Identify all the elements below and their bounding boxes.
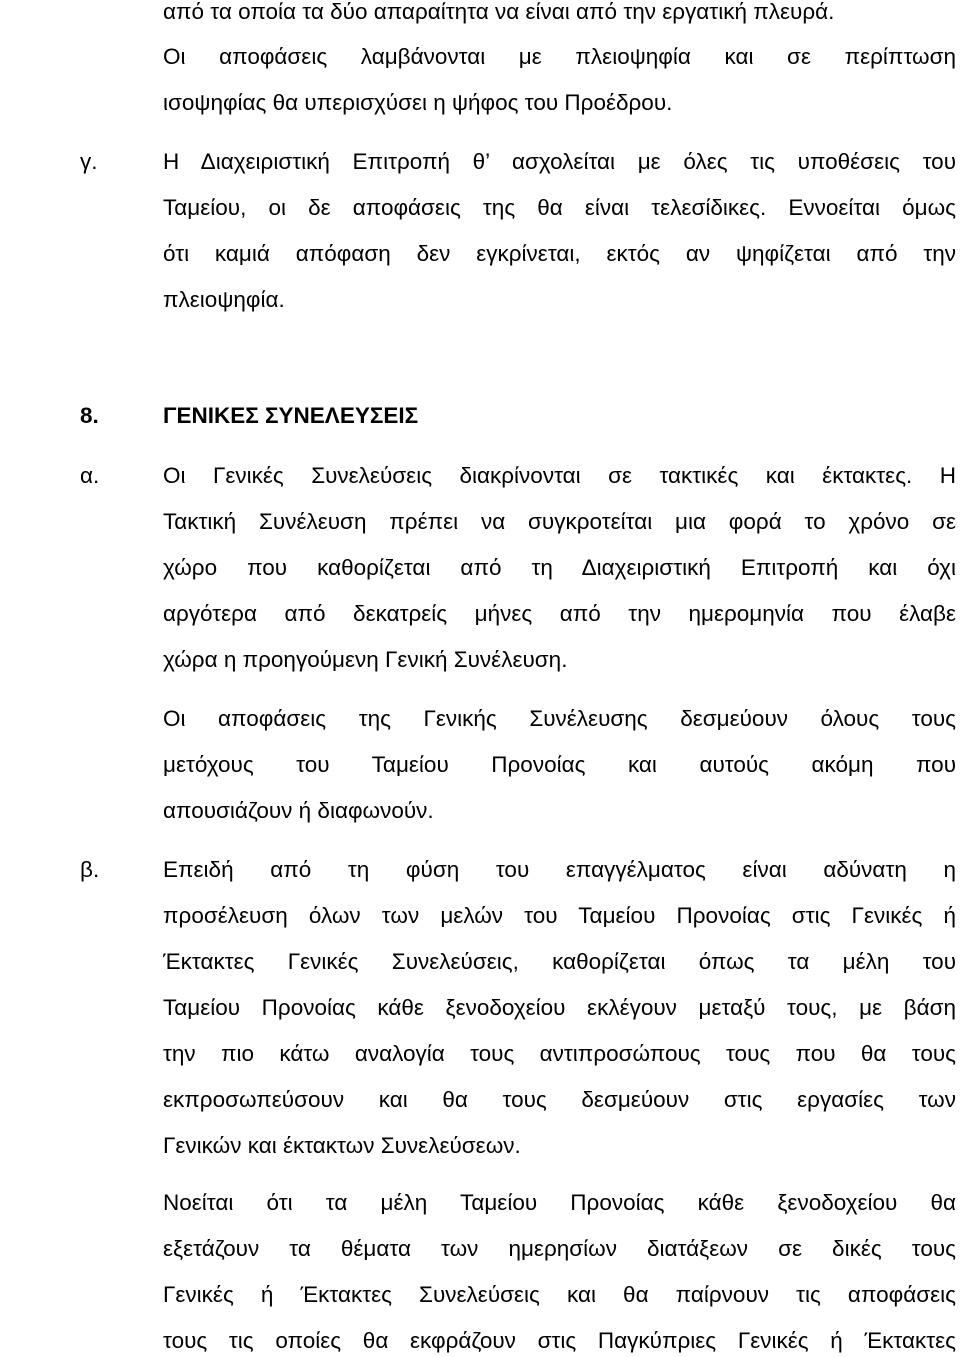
- text-line: Οι Γενικές Συνελεύσεις διακρίνονται σε τακτικές και έκτακτες. Η: [163, 463, 956, 488]
- text-line: χώρο που καθορίζεται από τη Διαχειριστική Επιτροπή και όχι: [163, 555, 956, 580]
- text-line: Ταμείου Προνοίας κάθε ξενοδοχείου εκλέγουν μεταξύ τους, με βάση: [163, 995, 956, 1020]
- text-line: Ταμείου, οι δε αποφάσεις της θα είναι τελεσίδικες. Εννοείται όμως: [163, 195, 956, 220]
- text-line: την πιο κάτω αναλογία τους αντιπροσώπους τους που θα τους: [163, 1041, 956, 1066]
- text-line: Έκτακτες Γενικές Συνελεύσεις, καθορίζεται όπως τα μέλη του: [163, 949, 956, 974]
- text-line: απουσιάζουν ή διαφωνούν.: [163, 798, 434, 823]
- text-line: πλειοψηφία.: [163, 287, 285, 312]
- text-line: Νοείται ότι τα μέλη Ταμείου Προνοίας κάθε ξενοδοχείου θα: [163, 1190, 956, 1215]
- text-line: χώρα η προηγούμενη Γενική Συνέλευση.: [163, 647, 568, 672]
- list-item-label: γ.: [80, 149, 98, 174]
- text-line: ισοψηφίας θα υπερισχύσει η ψήφος του Προέδρου.: [163, 90, 673, 115]
- text-line: Οι αποφάσεις της Γενικής Συνέλευσης δεσμεύουν όλους τους: [163, 706, 956, 731]
- text-line: αργότερα από δεκατρείς μήνες από την ημερομηνία που έλαβε: [163, 601, 956, 626]
- text-line: τους τις οποίες θα εκφράζουν στις Παγκύπριες Γενικές ή Έκτακτες: [163, 1328, 956, 1353]
- section-title: ΓΕΝΙΚΕΣ ΣΥΝΕΛΕΥΣΕΙΣ: [163, 403, 419, 428]
- text-line: από τα οποία τα δύο απαραίτητα να είναι από την εργατική πλευρά.: [163, 0, 835, 24]
- list-item-label: β.: [80, 857, 100, 882]
- text-line: Οι αποφάσεις λαμβάνονται με πλειοψηφία και σε περίπτωση: [163, 44, 956, 69]
- text-line: Γενικών και έκτακτων Συνελεύσεων.: [163, 1133, 521, 1158]
- text-line: ότι καμιά απόφαση δεν εγκρίνεται, εκτός αν ψηφίζεται από την: [163, 241, 956, 266]
- text-line: Γενικές ή Έκτακτες Συνελεύσεις και θα παίρνουν τις αποφάσεις: [163, 1282, 956, 1307]
- section-number: 8.: [80, 403, 99, 428]
- text-line: εξετάζουν τα θέματα των ημερησίων διατάξεων σε δικές τους: [163, 1236, 956, 1261]
- text-line: εκπροσωπεύσουν και θα τους δεσμεύουν στις εργασίες των: [163, 1087, 956, 1112]
- text-line: Η Διαχειριστική Επιτροπή θ’ ασχολείται με όλες τις υποθέσεις του: [163, 149, 956, 174]
- list-item-label: α.: [80, 463, 100, 488]
- text-line: προσέλευση όλων των μελών του Ταμείου Προνοίας στις Γενικές ή: [163, 903, 956, 928]
- text-line: Επειδή από τη φύση του επαγγέλματος είναι αδύνατη η: [163, 857, 956, 882]
- text-line: Τακτική Συνέλευση πρέπει να συγκροτείται μια φορά το χρόνο σε: [163, 509, 956, 534]
- text-line: μετόχους του Ταμείου Προνοίας και αυτούς ακόμη που: [163, 752, 956, 777]
